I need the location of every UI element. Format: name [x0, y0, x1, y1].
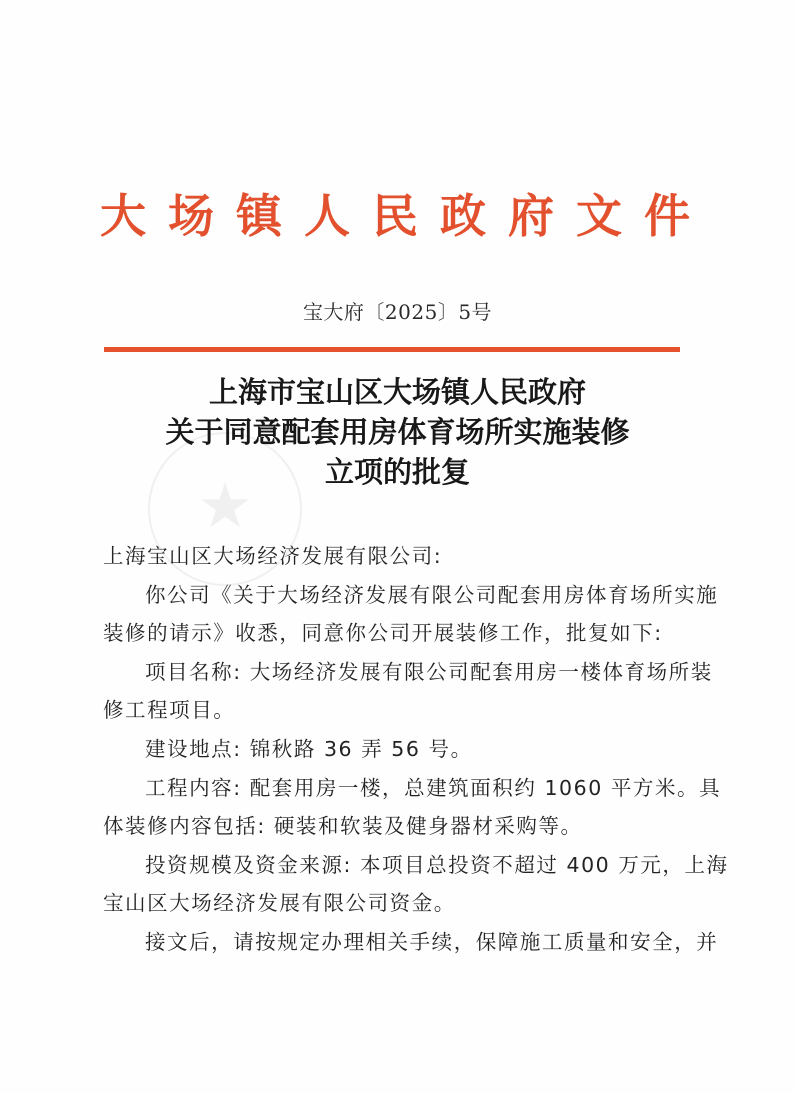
body-line: 你公司《关于大场经济发展有限公司配套用房体育场所实施 — [145, 582, 719, 607]
issuer-char: 场 — [168, 189, 214, 243]
title-line: 立项的批复 — [324, 455, 470, 489]
star-icon: ★ — [197, 468, 253, 542]
body-line: 宝山区大场经济发展有限公司资金。 — [103, 891, 456, 916]
addressee-line: 上海宝山区大场经济发展有限公司: — [103, 544, 443, 568]
issuer-header — [100, 186, 690, 246]
issuer-char: 件 — [644, 189, 690, 243]
scope-line: 工程内容: 配套用房一楼，总建筑面积约 1060 平方米。具 — [145, 775, 722, 800]
issuer-char: 大 — [100, 189, 146, 243]
body-line: 修工程项目。 — [103, 698, 236, 723]
title-line: 关于同意配套用房体育场所实施装修 — [165, 415, 630, 449]
body-line: 体装修内容包括: 硬装和软装及健身器材采购等。 — [103, 814, 583, 839]
body-line: 装修的请示》收悉，同意你公司开展装修工作，批复如下: — [103, 621, 663, 646]
document-body — [103, 537, 729, 962]
issuer-char: 政 — [440, 189, 486, 243]
document-title — [0, 372, 795, 492]
document-number: 宝大府〔2025〕5号 — [302, 300, 493, 324]
investment-line: 投资规模及资金来源: 本项目总投资不超过 400 万元，上海 — [145, 852, 729, 877]
title-line: 上海市宝山区大场镇人民政府 — [208, 375, 586, 409]
location-line: 建设地点: 锦秋路 36 弄 56 号。 — [145, 736, 473, 761]
instruction-line: 接文后，请按规定办理相关手续，保障施工质量和安全，并 — [145, 929, 719, 954]
red-divider — [104, 347, 680, 352]
project-name-line: 项目名称: 大场经济发展有限公司配套用房一楼体育场所装 — [145, 659, 713, 684]
issuer-char: 民 — [372, 189, 418, 243]
issuer-char: 文 — [576, 189, 622, 243]
issuer-char: 府 — [508, 189, 554, 243]
issuer-char: 人 — [304, 189, 350, 243]
issuer-char: 镇 — [236, 189, 282, 243]
